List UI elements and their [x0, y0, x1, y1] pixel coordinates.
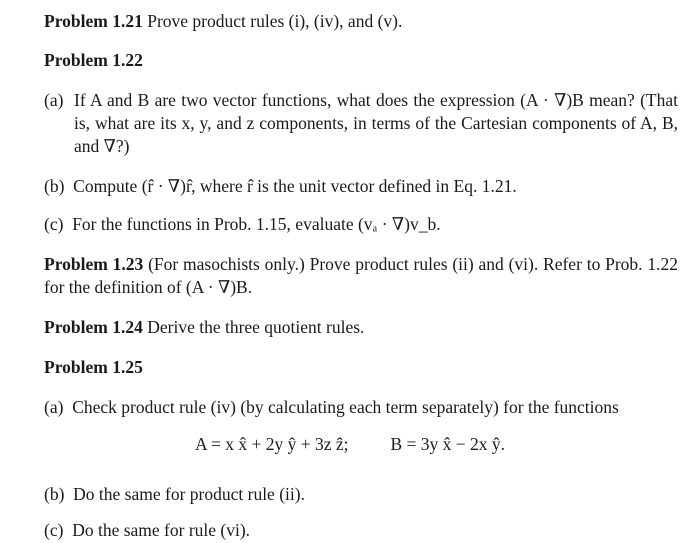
part-tag: (b) [44, 176, 65, 196]
equation-a: A = x x̂ + 2y ŷ + 3z ẑ; [194, 434, 349, 454]
problem-1-21 [44, 10, 678, 33]
part-text: Do the same for rule (vi). [72, 520, 251, 540]
part-tag: (a) [44, 397, 64, 417]
problem-label: Problem 1.25 [44, 357, 143, 377]
problem-1-22-a [44, 89, 678, 158]
part-text: For the functions in Prob. 1.15, evaluate (vₐ · ∇)v_b. [72, 214, 441, 234]
problem-1-22-b [44, 175, 678, 198]
problem-1-25-a [44, 396, 678, 419]
part-tag: (a) [44, 90, 64, 110]
problem-1-22-label [44, 49, 678, 72]
equation-b: B = 3y x̂ − 2x ŷ. [390, 434, 506, 454]
part-text: If A and B are two vector functions, what does the expression (A · ∇)B mean? (That is, what are its x, y, and z components, in terms of the Cartesian components of A, B, and ∇?) [74, 90, 678, 156]
part-text: Do the same for product rule (ii). [73, 484, 305, 504]
part-text: Check product rule (iv) (by calculating each term separately) for the functions [72, 397, 619, 417]
problem-1-25-label [44, 356, 678, 379]
problem-label: Problem 1.22 [44, 50, 143, 70]
problem-1-24 [44, 316, 678, 339]
problem-label: Problem 1.23 [44, 254, 144, 274]
problem-1-25-c [44, 519, 678, 542]
problem-label: Problem 1.24 [44, 317, 143, 337]
part-tag: (b) [44, 484, 65, 504]
problem-label: Problem 1.21 [44, 11, 143, 31]
part-tag: (c) [44, 214, 64, 234]
problem-text: Derive the three quotient rules. [142, 317, 365, 337]
problem-1-25-b [44, 483, 678, 506]
part-text: Compute (r̂ · ∇)r̂, where r̂ is the unit vector defined in Eq. 1.21. [73, 176, 517, 196]
problem-text: Prove product rules (i), (iv), and (v). [142, 11, 403, 31]
equation-a-b [0, 433, 700, 456]
problem-1-23 [44, 253, 678, 299]
problem-1-22-c [44, 213, 678, 236]
problem-text: (For masochists only.) Prove product rules (ii) and (vi). Refer to Prob. 1.22 for the definition of (A · ∇)B. [44, 254, 678, 297]
part-tag: (c) [44, 520, 64, 540]
